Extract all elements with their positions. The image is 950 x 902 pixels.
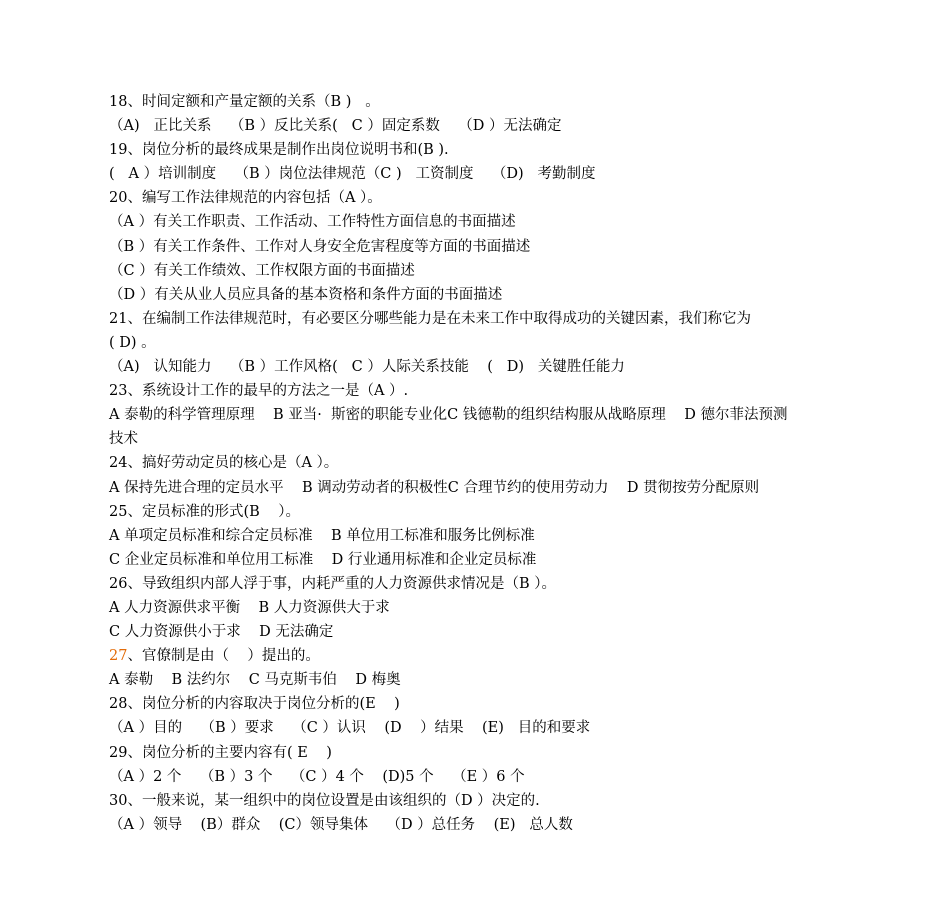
options-24: A 保持先进合理的定员水平 B 调动劳动者的积极性C 合理节约的使用劳动力 D 贯彻按劳分配原则 xyxy=(109,479,760,496)
question-27 xyxy=(109,644,869,668)
question-30: 30、一般来说，某一组织中的岗位设置是由该组织的（D ）决定的. xyxy=(109,792,540,809)
document-body xyxy=(109,90,869,837)
question-18: 18、时间定额和产量定额的关系（B ) 。 xyxy=(109,94,380,110)
option-20-a: （A ）有关工作职责、工作活动、工作特性方面信息的书面描述 xyxy=(109,214,516,231)
question-24: 24、搞好劳动定员的核心是（A ）。 xyxy=(109,455,339,472)
options-21: （A) 认知能力 （B ）工作风格( C ）人际关系技能 ( D) 关键胜任能力 xyxy=(109,359,625,376)
options-23: A 泰勒的科学管理原理 B 亚当· 斯密的职能专业化C 钱德勒的组织结构服从战略原理 D 德尔菲法预测 xyxy=(109,407,788,424)
question-28: 28、岗位分析的内容取决于岗位分析的(E ) xyxy=(109,696,400,713)
question-27-number: 27 xyxy=(109,648,128,665)
question-25: 25、定员标准的形式(B ）。 xyxy=(109,503,300,520)
options-27: A 泰勒 B 法约尔 C 马克斯韦伯 D 梅奥 xyxy=(109,672,401,689)
options-25-ab: A 单项定员标准和综合定员标准 B 单位用工标准和服务比例标准 xyxy=(109,527,535,544)
option-20-c: （C ）有关工作绩效、工作权限方面的书面描述 xyxy=(109,262,415,279)
options-23-cont: 技术 xyxy=(109,431,138,448)
options-26-cd: C 人力资源供小于求 D 无法确定 xyxy=(109,624,334,641)
question-26: 26、导致组织内部人浮于事，内耗严重的人力资源供求情况是（B ）。 xyxy=(109,575,556,592)
question-21: 21、在编制工作法律规范时，有必要区分哪些能力是在未来工作中取得成功的关键因素，我们称它为 xyxy=(109,310,751,327)
options-28: （A ）目的 （B ）要求 （C ）认识 (D ）结果 (E) 目的和要求 xyxy=(109,720,591,737)
options-18: （A) 正比关系 （B ）反比关系( C ）固定系数 （D ）无法确定 xyxy=(109,118,562,135)
options-26-ab: A 人力资源供求平衡 B 人力资源供大于求 xyxy=(109,599,390,616)
options-19: ( A ）培训制度 （B ）岗位法律规范（C ) 工资制度 （D) 考勤制度 xyxy=(109,166,596,183)
question-19: 19、岗位分析的最终成果是制作出岗位说明书和(B ). xyxy=(109,142,449,159)
option-20-d: （D ）有关从业人员应具备的基本资格和条件方面的书面描述 xyxy=(109,286,503,303)
question-21-answer: ( D) 。 xyxy=(109,334,156,351)
options-25-cd: C 企业定员标准和单位用工标准 D 行业通用标准和企业定员标准 xyxy=(109,551,537,568)
question-29: 29、岗位分析的主要内容有( E ) xyxy=(109,744,332,761)
question-27-text: 、官僚制是由（ ）提出的。 xyxy=(127,648,320,665)
options-30: （A ）领导 (B）群众 (C）领导集体 （D ）总任务 (E) 总人数 xyxy=(109,816,573,833)
question-23: 23、系统设计工作的最早的方法之一是（A ）. xyxy=(109,383,409,400)
question-20: 20、编写工作法律规范的内容包括（A ）。 xyxy=(109,190,382,207)
options-29: （A ）2 个 （B ）3 个 （C ）4 个 (D)5 个 （E ）6 个 xyxy=(109,768,525,785)
option-20-b: （B ）有关工作条件、工作对人身安全危害程度等方面的书面描述 xyxy=(109,238,531,255)
